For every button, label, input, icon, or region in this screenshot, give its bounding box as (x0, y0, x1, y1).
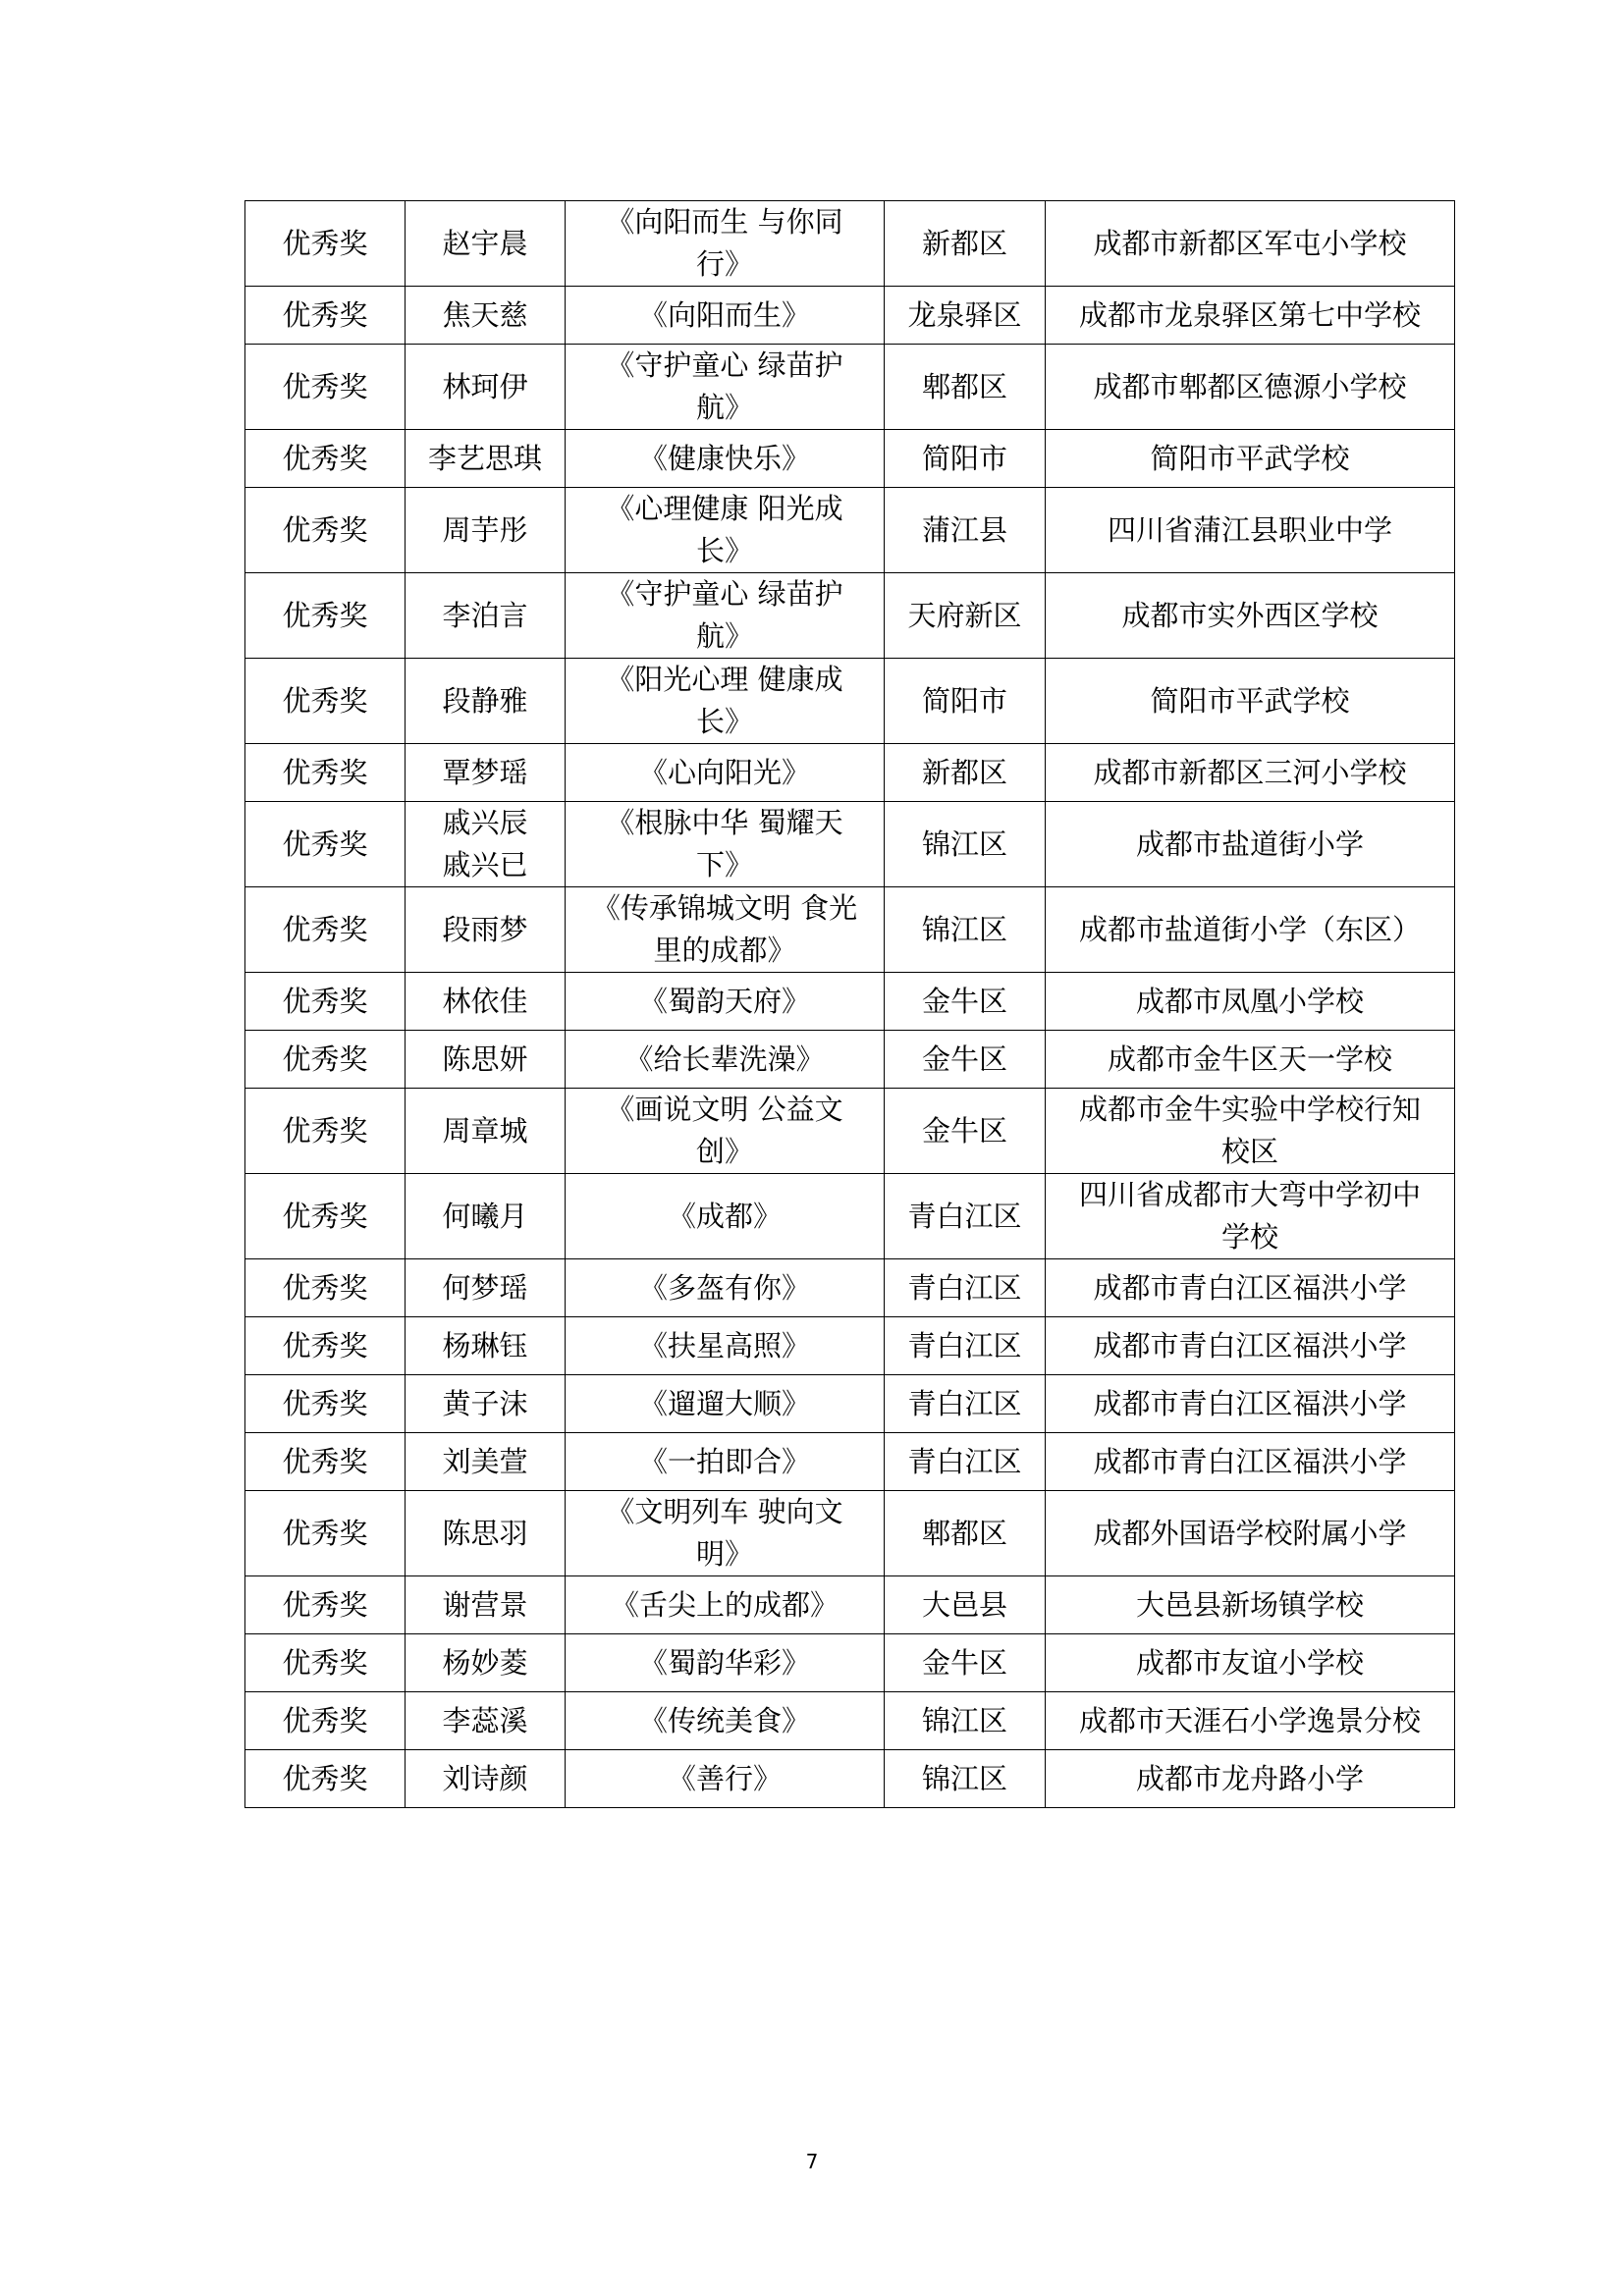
work-title-cell-line: 《蜀韵天府》 (638, 984, 810, 1018)
school-cell-line: 成都市青白江区福洪小学 (1093, 1444, 1407, 1478)
work-title-cell-line: 航》 (695, 619, 753, 653)
name-cell-line: 戚兴辰 (442, 806, 528, 839)
school-cell (1046, 488, 1455, 573)
work-title-cell (566, 973, 885, 1031)
district-cell: 新都区 (885, 744, 1046, 802)
school-cell-line: 成都市凤凰小学校 (1135, 984, 1364, 1018)
district-cell: 简阳市 (885, 659, 1046, 744)
work-title-cell-line: 明》 (695, 1537, 753, 1571)
work-title-cell-line: 《守护童心 绿苗护 (606, 348, 843, 382)
name-cell (406, 744, 566, 802)
name-cell-line: 戚兴已 (442, 848, 528, 881)
page-number: 7 (805, 2150, 819, 2173)
table-row (245, 1750, 1455, 1808)
award-cell: 优秀奖 (245, 1031, 406, 1089)
work-title-cell-line: 《文明列车 驶向文 (606, 1495, 843, 1528)
name-cell (406, 1089, 566, 1174)
name-cell (406, 1174, 566, 1259)
school-cell-line: 成都市盐道街小学（东区） (1078, 912, 1421, 946)
work-title-cell-line: 《心向阳光》 (638, 755, 810, 789)
school-cell-line: 成都市青白江区福洪小学 (1093, 1386, 1407, 1420)
district-cell: 青白江区 (885, 1317, 1046, 1375)
district-cell: 郫都区 (885, 1491, 1046, 1576)
district-cell: 锦江区 (885, 802, 1046, 887)
table-row (245, 1089, 1455, 1174)
school-cell-line: 成都市郫都区德源小学校 (1093, 369, 1407, 403)
name-cell (406, 973, 566, 1031)
district-cell: 大邑县 (885, 1576, 1046, 1634)
name-cell-line: 黄子沫 (442, 1386, 528, 1420)
school-cell-line: 成都外国语学校附属小学 (1093, 1516, 1407, 1550)
work-title-cell (566, 802, 885, 887)
work-title-cell (566, 887, 885, 973)
name-cell (406, 887, 566, 973)
work-title-cell (566, 345, 885, 430)
work-title-cell-line: 《阳光心理 健康成 (606, 663, 843, 696)
name-cell (406, 1259, 566, 1317)
award-cell: 优秀奖 (245, 1491, 406, 1576)
name-cell-line: 何梦瑶 (442, 1270, 528, 1305)
school-cell (1046, 1634, 1455, 1692)
school-cell (1046, 201, 1455, 287)
award-cell: 优秀奖 (245, 1692, 406, 1750)
district-cell: 锦江区 (885, 1750, 1046, 1808)
award-cell: 优秀奖 (245, 201, 406, 287)
award-cell: 优秀奖 (245, 1089, 406, 1174)
work-title-cell-line: 行》 (695, 247, 753, 281)
school-cell (1046, 287, 1455, 345)
award-cell: 优秀奖 (245, 659, 406, 744)
work-title-cell (566, 659, 885, 744)
name-cell (406, 802, 566, 887)
table-row (245, 1491, 1455, 1576)
work-title-cell-line: 《蜀韵华彩》 (638, 1645, 810, 1680)
district-cell: 金牛区 (885, 1031, 1046, 1089)
award-table-body (245, 201, 1455, 1808)
name-cell (406, 201, 566, 287)
school-cell-line: 成都市天涯石小学逸景分校 (1078, 1703, 1421, 1737)
table-row (245, 887, 1455, 973)
work-title-cell (566, 1750, 885, 1808)
work-title-cell (566, 744, 885, 802)
work-title-cell (566, 1089, 885, 1174)
name-cell-line: 林珂伊 (442, 369, 528, 403)
work-title-cell (566, 1375, 885, 1433)
work-title-cell-line: 《成都》 (667, 1199, 782, 1233)
work-title-cell-line: 创》 (695, 1135, 753, 1168)
work-title-cell (566, 287, 885, 345)
name-cell-line: 陈思羽 (442, 1516, 528, 1550)
school-cell (1046, 1317, 1455, 1375)
name-cell-line: 刘美萱 (442, 1444, 528, 1478)
school-cell (1046, 659, 1455, 744)
school-cell (1046, 430, 1455, 488)
name-cell-line: 陈思妍 (442, 1041, 528, 1076)
award-cell: 优秀奖 (245, 1750, 406, 1808)
award-cell: 优秀奖 (245, 1576, 406, 1634)
district-cell: 青白江区 (885, 1433, 1046, 1491)
school-cell (1046, 1491, 1455, 1576)
district-cell: 金牛区 (885, 973, 1046, 1031)
school-cell-line: 成都市青白江区福洪小学 (1093, 1270, 1407, 1305)
name-cell (406, 1433, 566, 1491)
table-row (245, 287, 1455, 345)
work-title-cell-line: 《向阳而生》 (638, 297, 810, 332)
name-cell-line: 杨琳钰 (442, 1328, 528, 1362)
school-cell-line: 成都市新都区三河小学校 (1093, 755, 1407, 789)
work-title-cell-line: 《守护童心 绿苗护 (606, 577, 843, 611)
name-cell-line: 刘诗颜 (442, 1761, 528, 1795)
name-cell-line: 谢营景 (442, 1587, 528, 1622)
name-cell (406, 1317, 566, 1375)
school-cell (1046, 1259, 1455, 1317)
award-cell: 优秀奖 (245, 973, 406, 1031)
district-cell: 锦江区 (885, 887, 1046, 973)
school-cell (1046, 573, 1455, 659)
work-title-cell-line: 《给长辈洗澡》 (624, 1041, 825, 1076)
name-cell (406, 1031, 566, 1089)
school-cell-line: 成都市龙舟路小学 (1135, 1761, 1364, 1795)
work-title-cell-line: 《一拍即合》 (638, 1444, 810, 1478)
work-title-cell (566, 1174, 885, 1259)
school-cell (1046, 1375, 1455, 1433)
school-cell-line: 成都市金牛区天一学校 (1107, 1041, 1392, 1076)
name-cell-line: 何曦月 (442, 1199, 528, 1233)
work-title-cell-line: 长》 (695, 534, 753, 567)
work-title-cell-line: 《心理健康 阳光成 (606, 492, 843, 525)
school-cell (1046, 1433, 1455, 1491)
name-cell (406, 1491, 566, 1576)
name-cell-line: 焦天慈 (442, 297, 528, 332)
work-title-cell (566, 1433, 885, 1491)
name-cell-line: 杨妙菱 (442, 1645, 528, 1680)
school-cell (1046, 345, 1455, 430)
district-cell: 青白江区 (885, 1259, 1046, 1317)
name-cell (406, 1634, 566, 1692)
award-cell: 优秀奖 (245, 1433, 406, 1491)
district-cell: 青白江区 (885, 1174, 1046, 1259)
work-title-cell-line: 《传统美食》 (638, 1703, 810, 1737)
work-title-cell (566, 201, 885, 287)
district-cell: 郫都区 (885, 345, 1046, 430)
school-cell-line: 成都市实外西区学校 (1121, 598, 1379, 632)
work-title-cell-line: 《传承锦城文明 食光 (591, 891, 858, 925)
school-cell-line: 成都市青白江区福洪小学 (1093, 1328, 1407, 1362)
school-cell (1046, 744, 1455, 802)
school-cell (1046, 973, 1455, 1031)
district-cell: 金牛区 (885, 1089, 1046, 1174)
table-row (245, 1433, 1455, 1491)
school-cell-line: 学校 (1220, 1220, 1278, 1254)
table-row (245, 1634, 1455, 1692)
table-row (245, 573, 1455, 659)
school-cell (1046, 1750, 1455, 1808)
work-title-cell-line: 《向阳而生 与你同 (606, 205, 843, 239)
work-title-cell-line: 《画说文明 公益文 (606, 1093, 843, 1126)
award-cell: 优秀奖 (245, 345, 406, 430)
table-row (245, 488, 1455, 573)
name-cell-line: 李蕊溪 (442, 1703, 528, 1737)
school-cell (1046, 802, 1455, 887)
table-row (245, 345, 1455, 430)
award-cell: 优秀奖 (245, 488, 406, 573)
school-cell (1046, 1174, 1455, 1259)
award-cell: 优秀奖 (245, 1174, 406, 1259)
district-cell: 锦江区 (885, 1692, 1046, 1750)
award-cell: 优秀奖 (245, 1634, 406, 1692)
table-row (245, 1259, 1455, 1317)
work-title-cell-line: 《健康快乐》 (638, 441, 810, 475)
name-cell-line: 李泊言 (442, 598, 528, 632)
name-cell-line: 覃梦瑶 (442, 755, 528, 789)
table-row (245, 744, 1455, 802)
work-title-cell (566, 1259, 885, 1317)
school-cell-line: 大邑县新场镇学校 (1135, 1587, 1364, 1622)
work-title-cell (566, 1634, 885, 1692)
district-cell: 天府新区 (885, 573, 1046, 659)
school-cell (1046, 1576, 1455, 1634)
award-cell: 优秀奖 (245, 744, 406, 802)
work-title-cell (566, 1031, 885, 1089)
name-cell (406, 1692, 566, 1750)
name-cell-line: 段雨梦 (442, 912, 528, 946)
name-cell-line: 林依佳 (442, 984, 528, 1018)
school-cell (1046, 1692, 1455, 1750)
work-title-cell-line: 《多盔有你》 (638, 1270, 810, 1305)
award-cell: 优秀奖 (245, 1375, 406, 1433)
name-cell (406, 488, 566, 573)
name-cell-line: 段静雅 (442, 683, 528, 718)
school-cell-line: 四川省成都市大弯中学初中 (1078, 1178, 1421, 1211)
table-row (245, 802, 1455, 887)
table-row (245, 1576, 1455, 1634)
award-table (244, 200, 1455, 1808)
work-title-cell-line: 下》 (695, 848, 753, 881)
district-cell: 龙泉驿区 (885, 287, 1046, 345)
table-row (245, 1692, 1455, 1750)
school-cell-line: 成都市新都区军屯小学校 (1093, 226, 1407, 260)
table-row (245, 1317, 1455, 1375)
school-cell (1046, 1089, 1455, 1174)
award-cell: 优秀奖 (245, 887, 406, 973)
school-cell-line: 成都市龙泉驿区第七中学校 (1078, 297, 1421, 332)
name-cell (406, 1375, 566, 1433)
school-cell (1046, 1031, 1455, 1089)
award-cell: 优秀奖 (245, 430, 406, 488)
school-cell-line: 成都市盐道街小学 (1135, 827, 1364, 861)
work-title-cell-line: 长》 (695, 705, 753, 738)
work-title-cell-line: 《根脉中华 蜀耀天 (606, 806, 843, 839)
table-row (245, 1031, 1455, 1089)
name-cell-line: 李艺思琪 (427, 441, 542, 475)
school-cell-line: 校区 (1220, 1135, 1278, 1168)
work-title-cell (566, 1692, 885, 1750)
name-cell-line: 周芋彤 (442, 512, 528, 547)
table-row (245, 659, 1455, 744)
school-cell-line: 简阳市平武学校 (1150, 441, 1350, 475)
work-title-cell (566, 430, 885, 488)
work-title-cell (566, 573, 885, 659)
work-title-cell-line: 《善行》 (667, 1761, 782, 1795)
table-row (245, 430, 1455, 488)
table-row (245, 973, 1455, 1031)
work-title-cell (566, 1576, 885, 1634)
district-cell: 金牛区 (885, 1634, 1046, 1692)
work-title-cell-line: 《扶星高照》 (638, 1328, 810, 1362)
district-cell: 新都区 (885, 201, 1046, 287)
award-cell: 优秀奖 (245, 573, 406, 659)
table-row (245, 1375, 1455, 1433)
work-title-cell-line: 《舌尖上的成都》 (610, 1587, 839, 1622)
name-cell-line: 周章城 (442, 1113, 528, 1148)
work-title-cell (566, 488, 885, 573)
name-cell (406, 287, 566, 345)
school-cell (1046, 887, 1455, 973)
name-cell (406, 1576, 566, 1634)
work-title-cell-line: 航》 (695, 391, 753, 424)
work-title-cell (566, 1491, 885, 1576)
district-cell: 青白江区 (885, 1375, 1046, 1433)
work-title-cell-line: 《遛遛大顺》 (638, 1386, 810, 1420)
work-title-cell-line: 里的成都》 (653, 934, 796, 967)
district-cell: 简阳市 (885, 430, 1046, 488)
school-cell-line: 简阳市平武学校 (1150, 683, 1350, 718)
school-cell-line: 四川省蒲江县职业中学 (1107, 512, 1392, 547)
award-cell: 优秀奖 (245, 802, 406, 887)
school-cell-line: 成都市友谊小学校 (1135, 1645, 1364, 1680)
name-cell (406, 1750, 566, 1808)
work-title-cell (566, 1317, 885, 1375)
school-cell-line: 成都市金牛实验中学校行知 (1078, 1093, 1421, 1126)
award-cell: 优秀奖 (245, 1317, 406, 1375)
name-cell-line: 赵宇晨 (442, 226, 528, 260)
table-row (245, 201, 1455, 287)
name-cell (406, 573, 566, 659)
name-cell (406, 659, 566, 744)
award-cell: 优秀奖 (245, 287, 406, 345)
table-row (245, 1174, 1455, 1259)
district-cell: 蒲江县 (885, 488, 1046, 573)
award-cell: 优秀奖 (245, 1259, 406, 1317)
name-cell (406, 430, 566, 488)
name-cell (406, 345, 566, 430)
